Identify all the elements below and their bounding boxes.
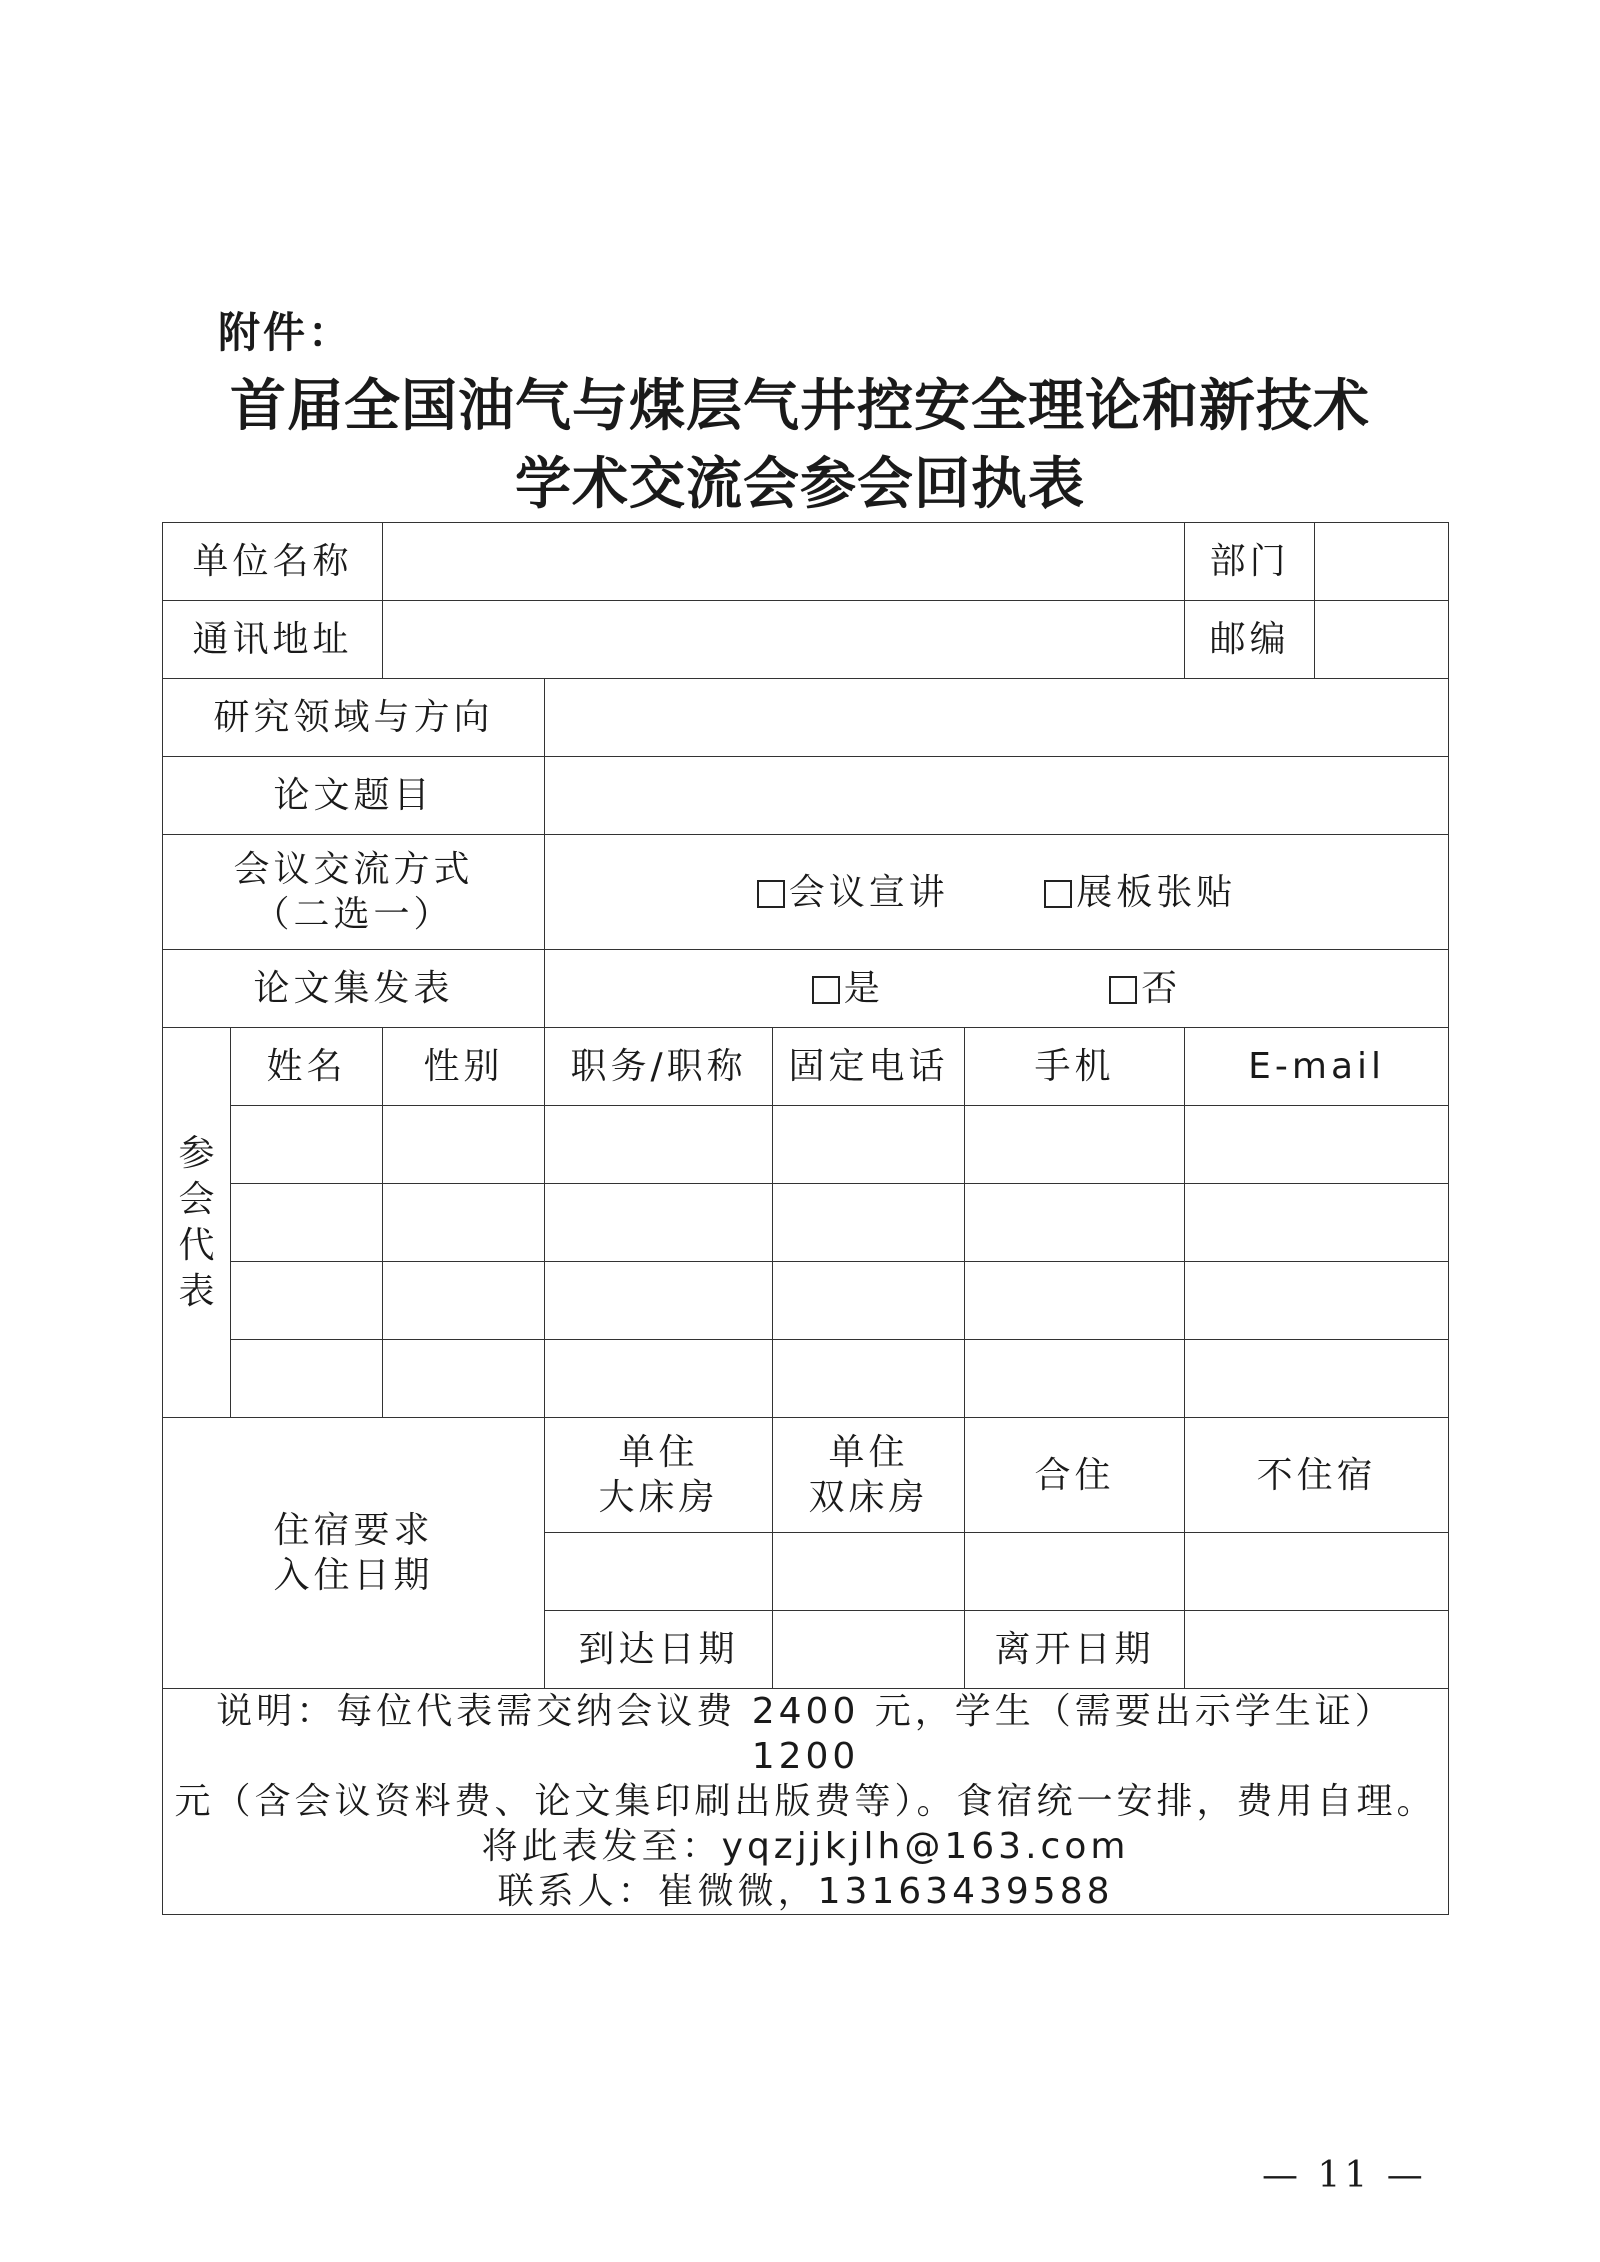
- delegate-title-cell[interactable]: [545, 1106, 773, 1184]
- delegate-name-cell[interactable]: [231, 1106, 383, 1184]
- delegate-name-cell[interactable]: [231, 1340, 383, 1418]
- table-row: [163, 1340, 1449, 1418]
- form-title-line1: 首届全国油气与煤层气井控安全理论和新技术: [230, 373, 1370, 439]
- accommodation-label-line2: 入住日期: [273, 1555, 434, 1596]
- department-label: 部门: [1185, 523, 1315, 601]
- arrival-date-label: 到达日期: [545, 1611, 773, 1689]
- no-option[interactable]: [1109, 966, 1181, 1011]
- attachment-label: 附件：: [218, 308, 354, 357]
- table-row: [163, 1106, 1449, 1184]
- no-checkbox[interactable]: [1109, 976, 1137, 1004]
- delegate-mobile-cell[interactable]: [965, 1184, 1185, 1262]
- note-line3: 将此表发至：yqzjjkjlh@163.com: [481, 1826, 1130, 1867]
- delegate-landline-cell[interactable]: [773, 1184, 965, 1262]
- table-row: [163, 1262, 1449, 1340]
- postcode-field[interactable]: [1315, 601, 1449, 679]
- room-shared: 合住: [965, 1418, 1185, 1533]
- arrival-date-input[interactable]: [773, 1611, 965, 1689]
- presentation-option[interactable]: [757, 870, 949, 915]
- room-single-king-input[interactable]: [545, 1533, 773, 1611]
- header-email: E-mail: [1185, 1028, 1449, 1106]
- delegates-label: 参会代表: [163, 1028, 231, 1418]
- delegate-mobile-cell[interactable]: [965, 1106, 1185, 1184]
- no-option-label: 否: [1141, 968, 1182, 1009]
- delegate-email-cell[interactable]: [1185, 1262, 1449, 1340]
- yes-option[interactable]: [812, 966, 884, 1011]
- delegate-title-cell[interactable]: [545, 1262, 773, 1340]
- room-shared-input[interactable]: [965, 1533, 1185, 1611]
- header-gender: 性别: [383, 1028, 545, 1106]
- unit-name-label: 单位名称: [163, 523, 383, 601]
- accommodation-label-line1: 住宿要求: [273, 1510, 434, 1551]
- paper-title-label: 论文题目: [163, 757, 545, 835]
- delegate-title-cell[interactable]: [545, 1340, 773, 1418]
- delegate-landline-cell[interactable]: [773, 1340, 965, 1418]
- yes-checkbox[interactable]: [812, 976, 840, 1004]
- exchange-mode-options: [545, 835, 1449, 950]
- poster-option[interactable]: [1044, 870, 1236, 915]
- header-mobile: 手机: [965, 1028, 1185, 1106]
- address-field[interactable]: [383, 601, 1185, 679]
- delegate-mobile-cell[interactable]: [965, 1340, 1185, 1418]
- accommodation-label: [163, 1418, 545, 1689]
- proceedings-options: [545, 950, 1449, 1028]
- exchange-mode-label-line1: 会议交流方式: [233, 849, 474, 890]
- address-label: 通讯地址: [163, 601, 383, 679]
- note-line1: 说明：每位代表需交纳会议费 2400 元，学生（需要出示学生证）1200: [216, 1691, 1395, 1777]
- departure-date-label: 离开日期: [965, 1611, 1185, 1689]
- header-name: 姓名: [231, 1028, 383, 1106]
- exchange-mode-label: [163, 835, 545, 950]
- proceedings-label: 论文集发表: [163, 950, 545, 1028]
- registration-form-table: [162, 522, 1449, 1915]
- poster-checkbox[interactable]: [1044, 880, 1072, 908]
- room-single-twin: 单住 双床房: [773, 1418, 965, 1533]
- delegate-landline-cell[interactable]: [773, 1262, 965, 1340]
- delegate-landline-cell[interactable]: [773, 1106, 965, 1184]
- page-number: — 11 —: [1262, 2155, 1427, 2196]
- room-single-king: 单住 大床房: [545, 1418, 773, 1533]
- paper-title-input[interactable]: [545, 757, 1449, 835]
- poster-option-label: 展板张贴: [1076, 871, 1237, 913]
- delegate-gender-cell[interactable]: [383, 1262, 545, 1340]
- delegate-mobile-cell[interactable]: [965, 1262, 1185, 1340]
- form-title-line2: 学术交流会参会回执表: [515, 451, 1085, 517]
- delegate-email-cell[interactable]: [1185, 1106, 1449, 1184]
- delegate-gender-cell[interactable]: [383, 1106, 545, 1184]
- postcode-label: 邮编: [1185, 601, 1315, 679]
- exchange-mode-label-line2: （二选一）: [253, 894, 454, 935]
- table-row: [163, 1184, 1449, 1262]
- delegate-gender-cell[interactable]: [383, 1340, 545, 1418]
- room-none-input[interactable]: [1185, 1533, 1449, 1611]
- delegate-name-cell[interactable]: [231, 1262, 383, 1340]
- delegate-title-cell[interactable]: [545, 1184, 773, 1262]
- instructions-note: [163, 1689, 1449, 1915]
- delegate-gender-cell[interactable]: [383, 1184, 545, 1262]
- header-title: 职务/职称: [545, 1028, 773, 1106]
- delegate-email-cell[interactable]: [1185, 1340, 1449, 1418]
- research-field-input[interactable]: [545, 679, 1449, 757]
- presentation-option-label: 会议宣讲: [788, 871, 949, 913]
- presentation-checkbox[interactable]: [757, 880, 785, 908]
- room-none: 不住宿: [1185, 1418, 1449, 1533]
- delegate-email-cell[interactable]: [1185, 1184, 1449, 1262]
- departure-date-input[interactable]: [1185, 1611, 1449, 1689]
- room-single-twin-input[interactable]: [773, 1533, 965, 1611]
- header-landline: 固定电话: [773, 1028, 965, 1106]
- note-line4: 联系人：崔微微，13163439588: [497, 1871, 1114, 1912]
- delegate-name-cell[interactable]: [231, 1184, 383, 1262]
- yes-option-label: 是: [843, 968, 884, 1009]
- unit-name-field[interactable]: [383, 523, 1185, 601]
- research-field-label: 研究领域与方向: [163, 679, 545, 757]
- note-line2: 元（含会议资料费、论文集印刷出版费等）。食宿统一安排，费用自理。: [174, 1781, 1437, 1822]
- department-field[interactable]: [1315, 523, 1449, 601]
